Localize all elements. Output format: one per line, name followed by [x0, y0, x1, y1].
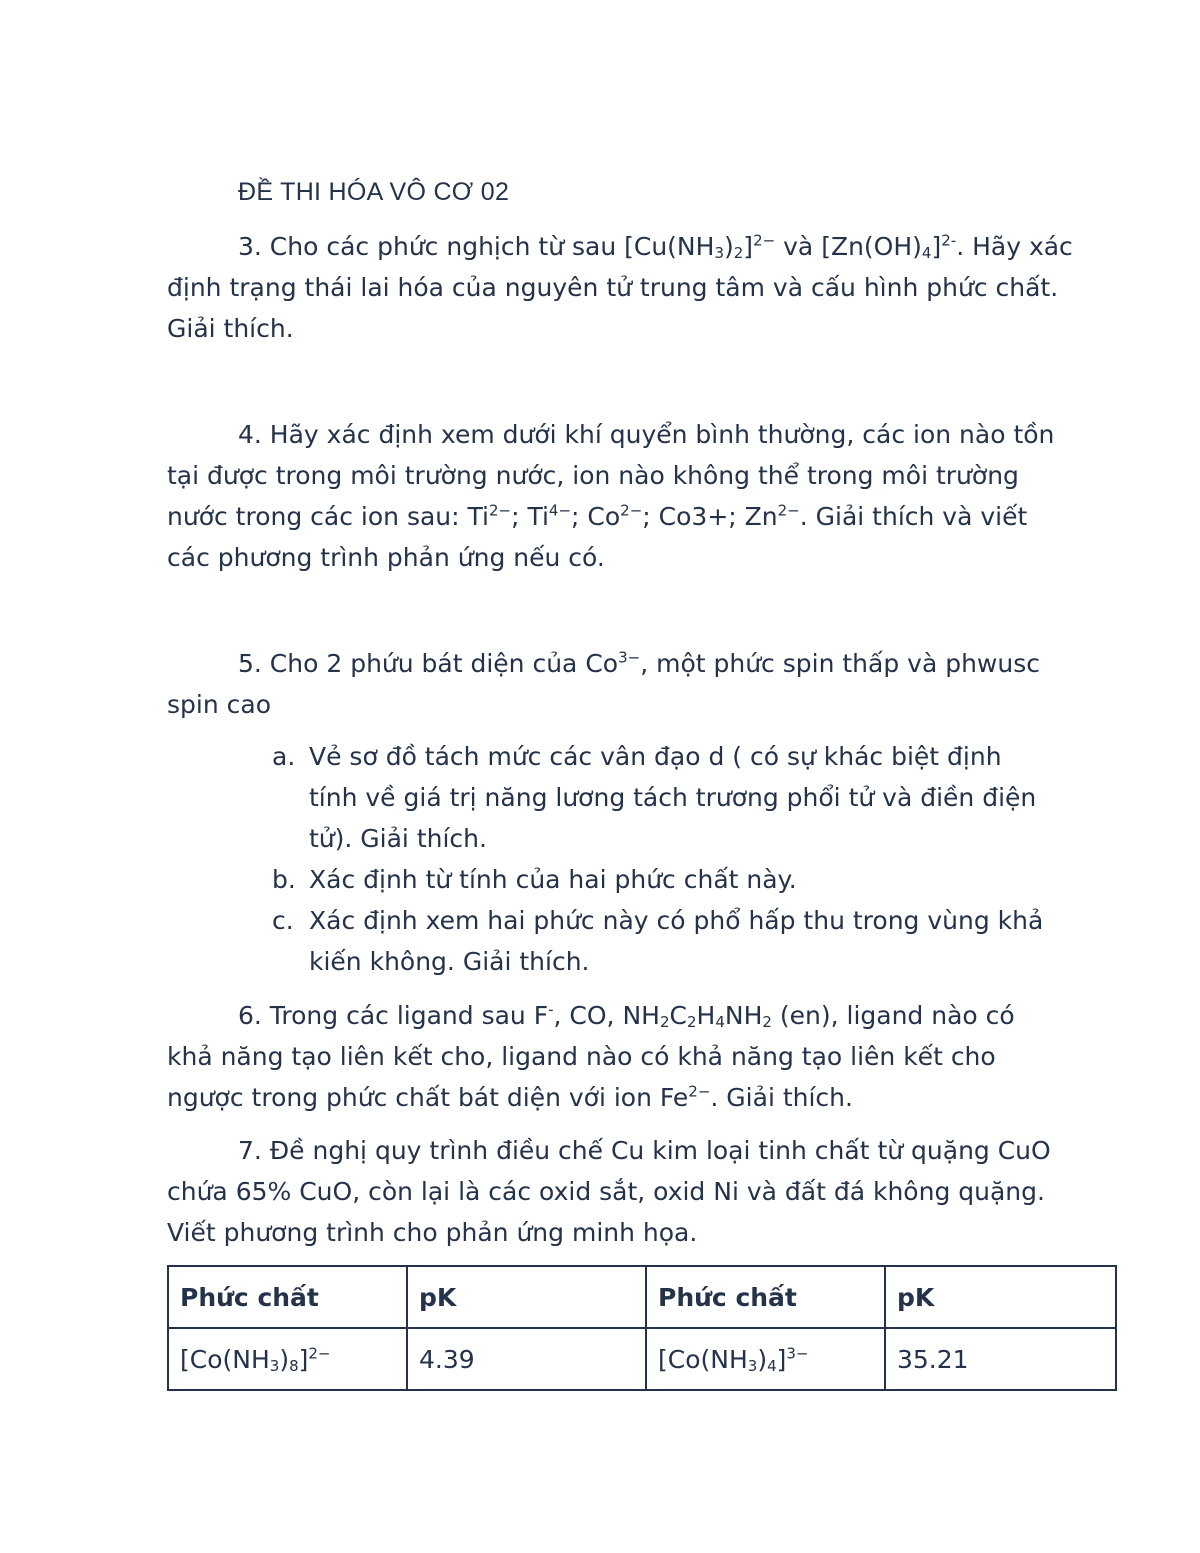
q3-line-3: Giải thích.	[167, 314, 294, 343]
q7-line-3: Viết phương trình cho phản ứng minh họa.	[167, 1218, 698, 1247]
question-6	[167, 995, 1127, 1118]
list-marker: b.	[272, 865, 296, 894]
q4-line-3: nước trong các ion sau: $Ti^{2-}$; $Ti^{4-}$; $Co^{2-}$; Co3+; $Zn^{2-}$. Giải thích và viết	[167, 501, 1028, 531]
question-3	[167, 226, 1127, 349]
complex-cell-2: $[Co(NH_3)_4]^{3-}$	[646, 1328, 885, 1390]
pk-value-1: 4.39	[407, 1328, 646, 1390]
table-row	[168, 1328, 1116, 1390]
q7-line-2: chứa 65% CuO, còn lại là các oxid sắt, oxid Ni và đất đá không quặng.	[167, 1177, 1045, 1206]
pk-table	[167, 1265, 1117, 1391]
q6-line-1: 6. Trong các ligand sau F-, CO, $NH_2C_2H_4NH_2$ (en), ligand nào có	[238, 1000, 1015, 1031]
question-5	[167, 643, 1127, 725]
q3-line-2: định trạng thái lai hóa của nguyên tử trung tâm và cấu hình phức chất.	[167, 273, 1059, 302]
question-4	[167, 414, 1127, 578]
list-item: b. Xác định từ tính của hai phức chất này.	[272, 859, 1112, 900]
list-marker: a.	[272, 742, 296, 771]
q5-sublist	[272, 736, 1112, 982]
q5-line-2: spin cao	[167, 690, 271, 719]
list-item: c. Xác định xem hai phức này có phổ hấp thu trong vùng khả kiến không. Giải thích.	[272, 900, 1112, 982]
q4-line-2: tại được trong môi trường nước, ion nào không thể trong môi trường	[167, 461, 1019, 490]
list-item: a. Vẻ sơ đồ tách mức các vân đạo d ( có sự khác biệt định tính về giá trị năng lương tách trương phổi tử và điền điện tử). Giải thích.	[272, 736, 1112, 859]
pk-value-2: 35.21	[885, 1328, 1116, 1390]
question-7	[167, 1130, 1127, 1253]
header-cell: Phức chất	[646, 1266, 885, 1328]
q4-line-4: các phương trình phản ứng nếu có.	[167, 543, 605, 572]
q6-line-2: khả năng tạo liên kết cho, ligand nào có khả năng tạo liên kết cho	[167, 1042, 996, 1071]
q3-line-1: 3. Cho các phức nghịch từ sau $[Cu(NH_3)_2]^{2-}$ và $[Zn(OH)_4]^{2-}$. Hãy xác	[238, 231, 1073, 262]
list-marker: c.	[272, 906, 294, 935]
complex-cell-1: $[Co(NH_3)_8]^{2-}$	[168, 1328, 407, 1390]
table-header-row	[168, 1266, 1116, 1328]
header-cell: Phức chất	[168, 1266, 407, 1328]
q4-line-1: 4. Hãy xác định xem dưới khí quyển bình thường, các ion nào tồn	[238, 420, 1055, 449]
q5-line-1: 5. Cho 2 phứu bát diện của $Co^{3-}$, một phức spin thấp và phwusc	[238, 648, 1040, 678]
header-cell: pK	[885, 1266, 1116, 1328]
header-cell: pK	[407, 1266, 646, 1328]
q7-line-1: 7. Đề nghị quy trình điều chế Cu kim loại tinh chất từ quặng CuO	[238, 1136, 1051, 1165]
exam-title: ĐỀ THI HÓA VÔ CƠ 02	[238, 178, 510, 206]
q6-line-3: ngược trong phức chất bát diện với ion $Fe^{2-}$. Giải thích.	[167, 1082, 853, 1112]
